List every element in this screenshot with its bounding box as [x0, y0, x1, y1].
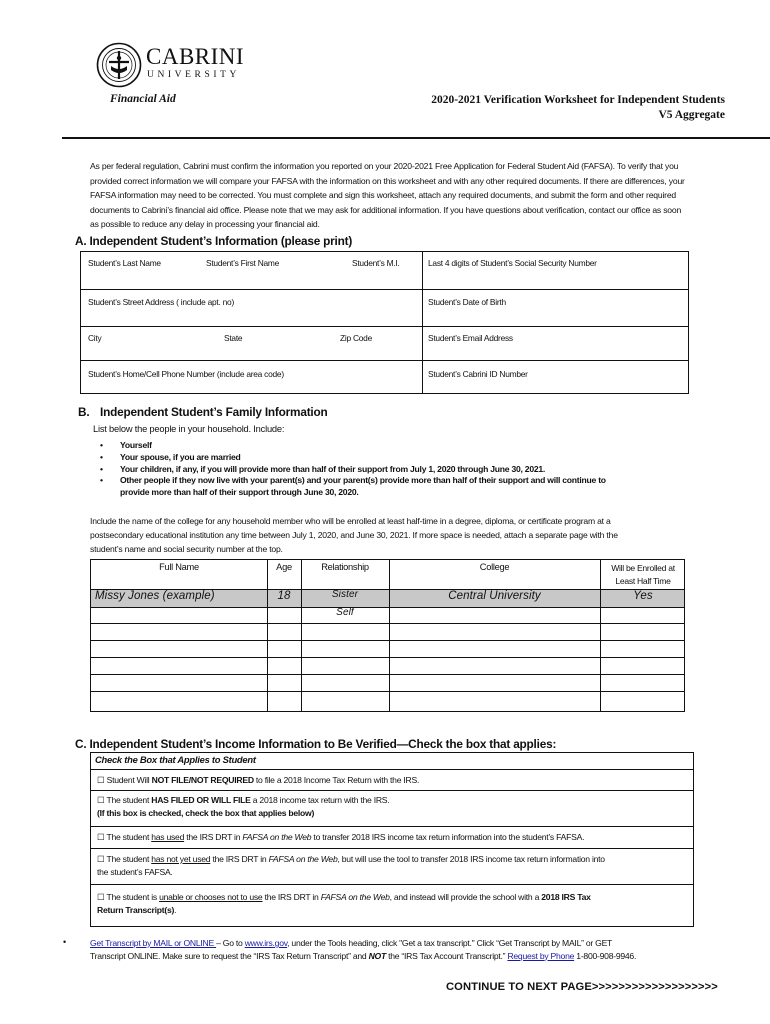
request-by-phone-link[interactable]: Request by Phone [507, 950, 575, 961]
form-title-line2: V5 Aggregate [658, 109, 725, 121]
note-line: Include the name of the college for any household member who will be enrolled at least half-time in a degree, diploma, or certificate program at a [90, 516, 611, 526]
option-not-yet-used-drt[interactable]: ☐ The student has not yet used the IRS DRT in FAFSA on the Web, but will use the tool to transfer 2018 IRS income tax return information into the student’s FAFSA. [97, 854, 605, 877]
section-b-instruction: List below the people in your household. Include: [93, 424, 285, 434]
row-divider [81, 326, 688, 327]
checkbox[interactable]: ☐ [97, 892, 105, 902]
household-include-list [100, 440, 700, 499]
logo-subtitle: UNIVERSITY [147, 70, 240, 80]
zip-code-field[interactable]: Zip Code [340, 333, 372, 343]
example-college-cell: Central University [448, 590, 541, 602]
intro-paragraph [90, 159, 700, 232]
note-line: postsecondary educational institution any time between July 1, 2020, and June 30, 2021. If more space is needed, attach a separate page with the [90, 530, 618, 541]
intro-line: documents to Cabrini’s financial aid office. Please note that we may ask for additional information. If you have questions about verification, contact our office as soon [90, 204, 682, 215]
bullet-icon: • [63, 937, 67, 947]
section-b-letter: B. [78, 405, 90, 419]
section-c-title: C. Independent Student’s Income Information to Be Verified—Check the box that applies: [75, 737, 557, 751]
form-title-line1: 2020-2021 Verification Worksheet for Independent Students [431, 94, 725, 106]
last-name-field[interactable]: Student’s Last Name [88, 258, 161, 268]
box-header: Check the Box that Applies to Student [95, 754, 256, 765]
list-item: • Other people if they now live with your parent(s) and your parent(s) provide more than half of their support and will continue to provide more than half of their support through June 30, 2020. [100, 475, 606, 498]
bullet-icon: • [100, 463, 103, 474]
middle-initial-field[interactable]: Student’s M.I. [352, 258, 400, 268]
checkbox[interactable]: ☐ [97, 775, 105, 785]
intro-line: As per federal regulation, Cabrini must confirm the information you reported on your 2020-2021 Free Application for Federal Student Aid (FAFSA). To verify that you [90, 161, 679, 171]
checkbox[interactable]: ☐ [97, 854, 105, 864]
example-relationship-cell: Sister [331, 589, 359, 600]
cabrini-id-field[interactable]: Student’s Cabrini ID Number [428, 369, 528, 379]
phone-field[interactable]: Student’s Home/Cell Phone Number (include area code) [88, 369, 284, 379]
section-b-note [90, 514, 700, 557]
form-title [431, 93, 725, 123]
column-divider [422, 252, 423, 393]
irs-website-link[interactable]: www.irs.gov [244, 938, 288, 948]
checkbox[interactable]: ☐ [97, 795, 105, 805]
col-relationship: Relationship [321, 562, 369, 572]
option-has-filed[interactable]: ☐ The student HAS FILED OR WILL FILE a 2018 income tax return with the IRS. (If this box is checked, check the box that applies below) [97, 795, 390, 818]
student-info-box [80, 251, 689, 394]
ssn-last4-field[interactable]: Last 4 digits of Student’s Social Security Number [428, 258, 597, 268]
self-relationship-cell: Self [336, 607, 354, 618]
row-divider [81, 289, 688, 290]
bullet-icon: • [100, 475, 103, 486]
list-item: • Yourself [100, 440, 152, 450]
city-field[interactable]: City [88, 333, 102, 343]
bullet-icon: • [100, 440, 103, 450]
transcript-instructions: Get Transcript by MAIL or ONLINE – Go to www.irs.gov, under the Tools heading, click "Get a tax transcript." Click “Get Transcript by MAIL” or GET Transcript ONLINE. Make sure to request the “IRS Tax Return Transcript” and NOT the “IRS Tax Account Transcript.” Request by Phone 1-800-908-9946. [90, 938, 637, 961]
intro-line: as possible to reduce any delay in processing your financial aid. [90, 219, 320, 230]
section-b-title: Independent Student’s Family Information [100, 405, 328, 419]
col-college: College [479, 562, 510, 572]
logo-wordmark: CABRINI [146, 44, 245, 69]
email-field[interactable]: Student’s Email Address [428, 333, 513, 343]
university-seal-icon [96, 42, 142, 88]
intro-line: FAFSA information may need to be corrected. You must complete and sign this worksheet, attach any required documents, and submit the form and other required [90, 190, 676, 201]
header-divider [62, 137, 770, 139]
household-table [90, 559, 685, 712]
state-field[interactable]: State [224, 333, 243, 343]
list-item: • Your spouse, if you are married [100, 451, 241, 462]
list-item: • Your children, if any, if you will provide more than half of their support from July 1, 2020 through June 30, 2021. [100, 463, 546, 474]
option-unable-drt[interactable]: ☐ The student is unable or chooses not to use the IRS DRT in FAFSA on the Web, and instead will provide the school with a 2018 IRS Tax Return Transcript(s). [97, 892, 591, 915]
department-label: Financial Aid [110, 93, 176, 105]
option-has-used-drt[interactable]: ☐ The student has used the IRS DRT in FAFSA on the Web to transfer 2018 IRS income tax return information into the student’s FAFSA. [97, 832, 585, 842]
col-full-name: Full Name [159, 562, 199, 572]
street-address-field[interactable]: Student’s Street Address ( include apt. no) [88, 297, 234, 307]
option-not-file[interactable]: ☐ Student Will NOT FILE/NOT REQUIRED to file a 2018 Income Tax Return with the IRS. [97, 775, 420, 785]
date-of-birth-field[interactable]: Student’s Date of Birth [428, 297, 506, 307]
col-age: Age [276, 562, 292, 572]
intro-line: provided correct information we will compare your FAFSA with the information on this worksheet and with any other required documents. If there are differences, your [90, 175, 685, 186]
example-name-cell: Missy Jones (example) [95, 590, 215, 602]
cabrini-logo [96, 42, 256, 87]
col-enrolled: Will be Enrolled at Least Half Time [611, 563, 675, 586]
example-age-cell: 18 [277, 590, 291, 602]
income-verification-box [90, 752, 694, 927]
bullet-icon: • [100, 451, 103, 462]
continue-next-page: CONTINUE TO NEXT PAGE>>>>>>>>>>>>>>>>>>> [446, 981, 718, 993]
row-divider [81, 360, 688, 361]
get-transcript-link[interactable]: Get Transcript by MAIL or ONLINE [90, 938, 217, 948]
note-line: student’s name and social security number at the top. [90, 544, 283, 555]
first-name-field[interactable]: Student’s First Name [206, 258, 280, 268]
section-a-title: A. Independent Student’s Information (please print) [75, 234, 353, 248]
checkbox[interactable]: ☐ [97, 832, 105, 842]
example-enrolled-cell: Yes [633, 590, 653, 602]
